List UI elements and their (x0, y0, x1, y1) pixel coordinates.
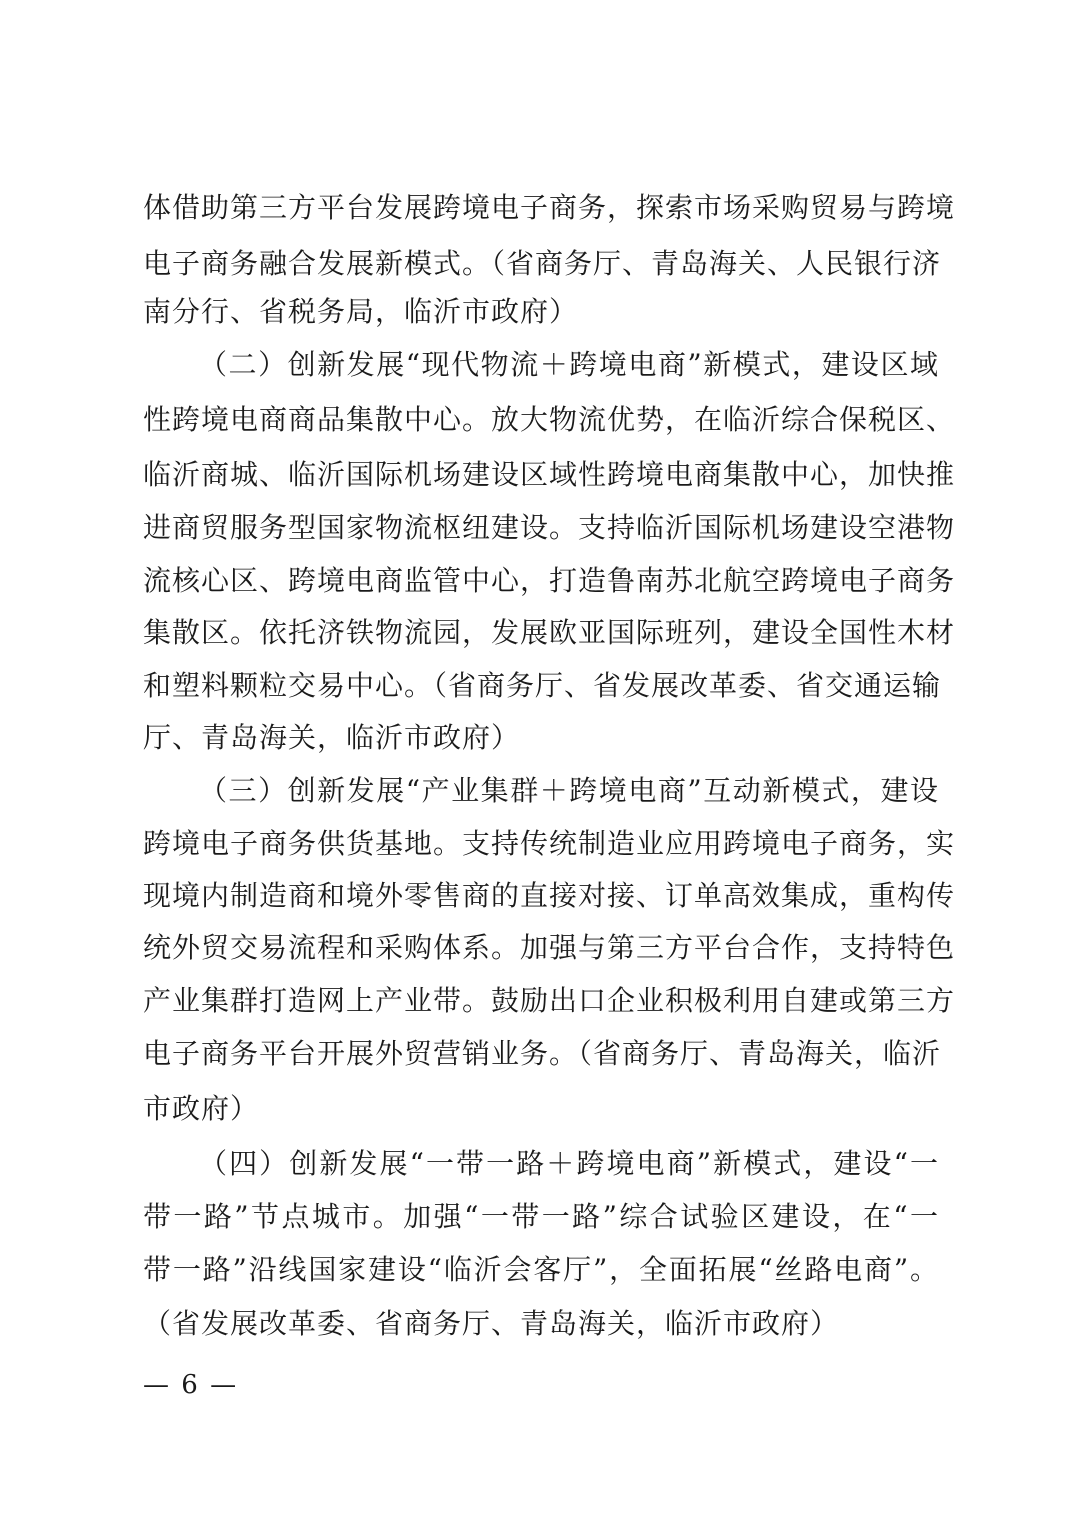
text-line-17: 电子商务平台开展外贸营销业务。（省商务厅、青岛海关，临沂 (143, 1037, 942, 1070)
text-line-8: 流核心区、跨境电商监管中心，打造鲁南苏北航空跨境电子商务 (143, 564, 956, 597)
page-number: — 6 — (143, 1370, 239, 1400)
text-line-22: （省发展改革委、省商务厅、青岛海关，临沂市政府） (143, 1307, 840, 1340)
text-line-3: 南分行、省税务局，临沂市政府） (143, 295, 579, 328)
section-heading-2: （二）创新发展“现代物流＋跨境电商”新模式，建设区域 (199, 348, 939, 381)
text-line-5: 性跨境电商商品集散中心。放大物流优势，在临沂综合保税区、 (143, 403, 956, 436)
text-line-14: 现境内制造商和境外零售商的直接对接、订单高效集成，重构传 (143, 879, 956, 912)
section-heading-4: （四）创新发展“一带一路＋跨境电商”新模式，建设“一 (199, 1147, 939, 1180)
text-line-1: 体借助第三方平台发展跨境电子商务，探索市场采购贸易与跨境 (143, 191, 956, 224)
text-line-13: 跨境电子商务供货基地。支持传统制造业应用跨境电子商务，实 (143, 827, 956, 860)
text-line-2: 电子商务融合发展新模式。（省商务厅、青岛海关、人民银行济 (143, 247, 942, 280)
text-line-20: 带一路”节点城市。加强“一带一路”综合试验区建设，在“一 (143, 1200, 939, 1233)
text-line-7: 进商贸服务型国家物流枢纽建设。支持临沂国际机场建设空港物 (143, 511, 956, 544)
text-line-9: 集散区。依托济铁物流园，发展欧亚国际班列，建设全国性木材 (143, 616, 956, 649)
text-line-18: 市政府） (143, 1092, 260, 1125)
text-line-16: 产业集群打造网上产业带。鼓励出口企业积极利用自建或第三方 (143, 984, 956, 1017)
text-line-11: 厅、青岛海关，临沂市政府） (143, 721, 521, 754)
section-heading-3: （三）创新发展“产业集群＋跨境电商”互动新模式，建设 (199, 774, 939, 807)
text-line-15: 统外贸交易流程和采购体系。加强与第三方平台合作，支持特色 (143, 931, 956, 964)
text-line-6: 临沂商城、临沂国际机场建设区域性跨境电商集散中心，加快推 (143, 458, 956, 491)
text-line-21: 带一路”沿线国家建设“临沂会客厅”，全面拓展“丝路电商”。 (143, 1253, 939, 1286)
text-line-10: 和塑料颗粒交易中心。（省商务厅、省发展改革委、省交通运输 (143, 669, 942, 702)
